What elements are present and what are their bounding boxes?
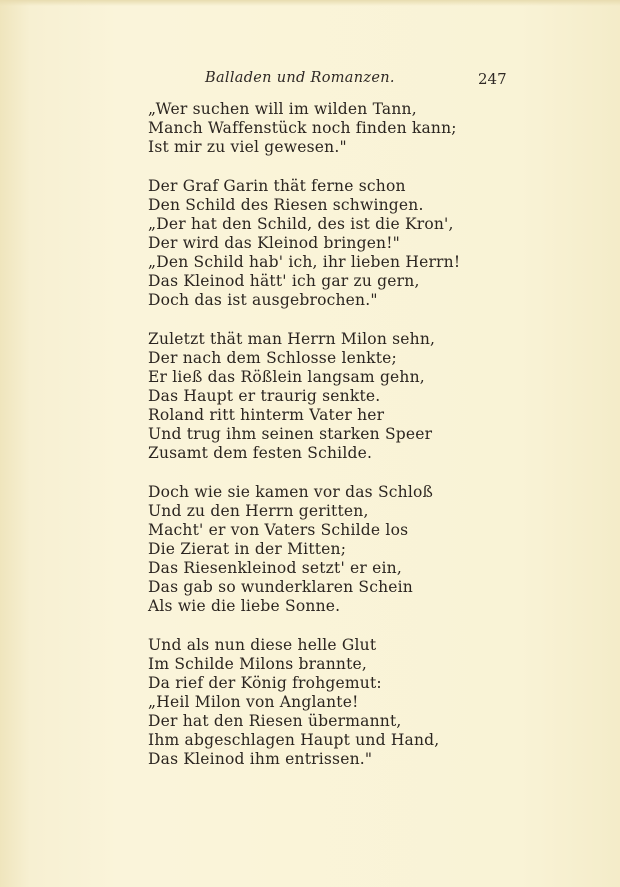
verse-line: „Den Schild hab' ich, ihr lieben Herrn! [148, 253, 461, 271]
verse-line: „Wer suchen will im wilden Tann, [148, 100, 417, 118]
stanza-1 [148, 100, 528, 157]
verse-line: Das Riesenkleinod setzt' er ein, [148, 559, 402, 577]
page-number: 247 [478, 70, 507, 88]
verse-line: Ist mir zu viel gewesen." [148, 138, 347, 156]
verse-line: Der hat den Riesen übermannt, [148, 712, 402, 730]
verse-line: Der wird das Kleinod bringen!" [148, 234, 401, 252]
stanza-2 [148, 177, 528, 310]
verse-line: Das Haupt er traurig senkte. [148, 387, 381, 405]
verse-line: Und trug ihm seinen starken Speer [148, 425, 433, 443]
verse-line: Da rief der König frohgemut: [148, 674, 382, 692]
verse-line: Der Graf Garin thät ferne schon [148, 177, 406, 195]
verse-line: Als wie die liebe Sonne. [148, 597, 341, 615]
stanza-4 [148, 483, 528, 616]
verse-line: Und zu den Herrn geritten, [148, 502, 369, 520]
page-edge-shadow [0, 0, 620, 6]
verse-line: „Der hat den Schild, des ist die Kron', [148, 215, 454, 233]
verse-line: „Heil Milon von Anglante! [148, 693, 359, 711]
verse-line: Zusamt dem festen Schilde. [148, 444, 373, 462]
verse-line: Roland ritt hinterm Vater her [148, 406, 385, 424]
verse-line: Er ließ das Rößlein langsam gehn, [148, 368, 425, 386]
verse-line: Macht' er von Vaters Schilde los [148, 521, 409, 539]
running-title: Balladen und Romanzen. [205, 70, 395, 86]
verse-line: Ihm abgeschlagen Haupt und Hand, [148, 731, 440, 749]
verse-line: Das Kleinod ihm entrissen." [148, 750, 373, 768]
poem-body [148, 100, 528, 789]
page-header [0, 70, 620, 94]
verse-line: Den Schild des Riesen schwingen. [148, 196, 424, 214]
verse-line: Manch Waffenstück noch finden kann; [148, 119, 457, 137]
verse-line: Die Zierat in der Mitten; [148, 540, 347, 558]
verse-line: Im Schilde Milons brannte, [148, 655, 368, 673]
verse-line: Das Kleinod hätt' ich gar zu gern, [148, 272, 420, 290]
verse-line: Doch wie sie kamen vor das Schloß [148, 483, 434, 501]
verse-line: Doch das ist ausgebrochen." [148, 291, 378, 309]
stanza-3 [148, 330, 528, 463]
verse-line: Das gab so wunderklaren Schein [148, 578, 413, 596]
stanza-5 [148, 636, 528, 769]
verse-line: Und als nun diese helle Glut [148, 636, 377, 654]
verse-line: Der nach dem Schlosse lenkte; [148, 349, 397, 367]
verse-line: Zuletzt thät man Herrn Milon sehn, [148, 330, 436, 348]
